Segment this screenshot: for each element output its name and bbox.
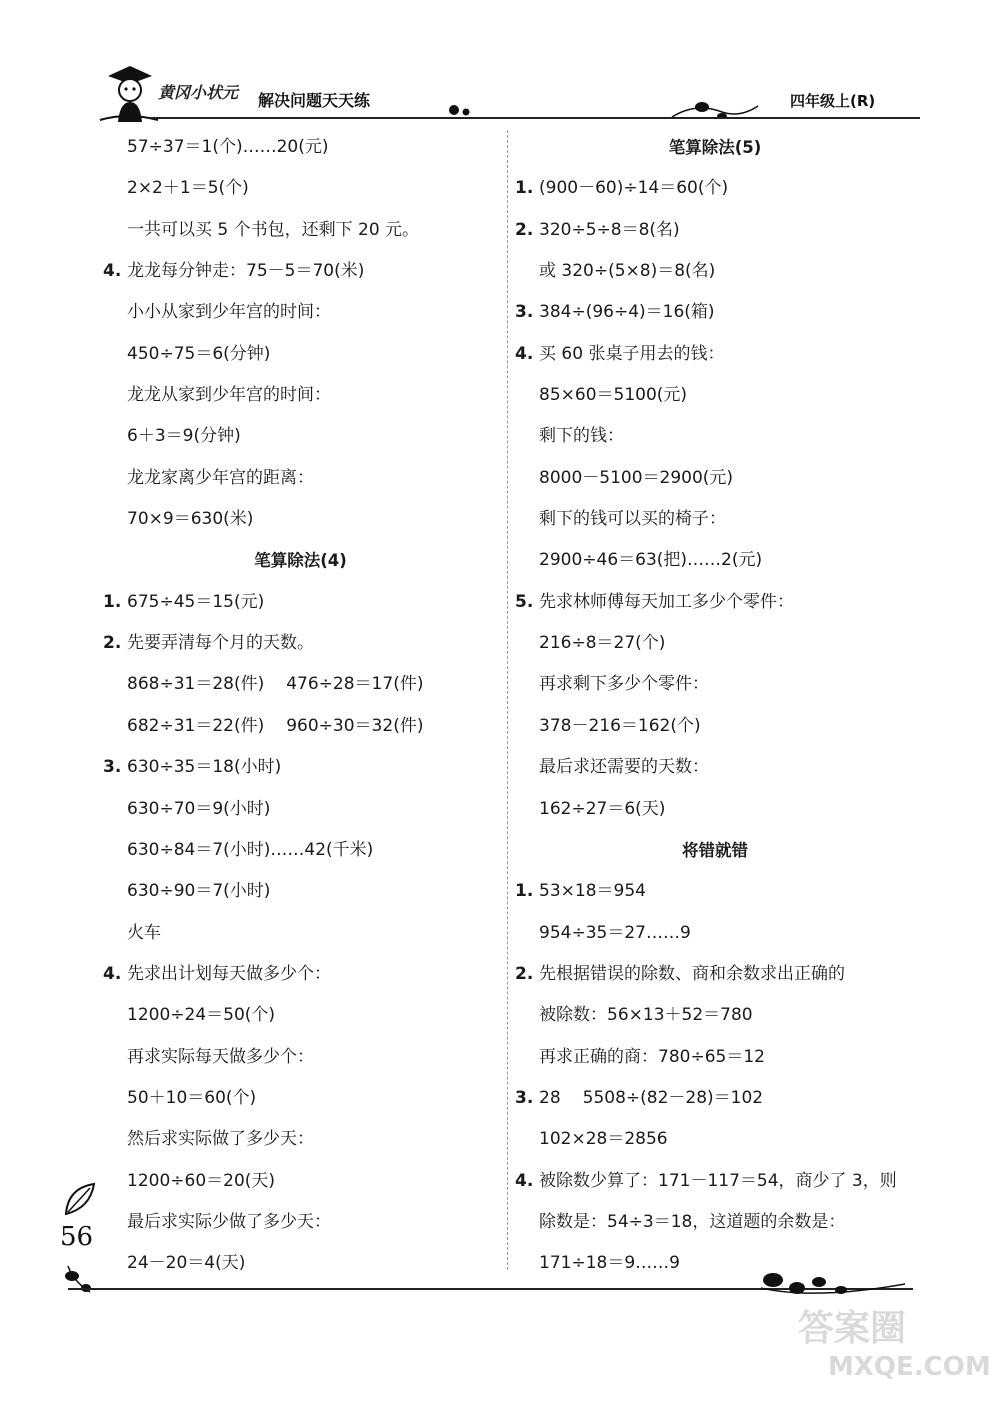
answer-line: 再求正确的商：780÷65＝12: [539, 1046, 765, 1067]
item-number: 3.: [515, 1087, 534, 1108]
answer-line: 剩下的钱：: [539, 426, 624, 447]
answer-line: 954÷35＝27……9: [539, 922, 691, 943]
answer-line: 450÷75＝6(分钟): [127, 343, 271, 364]
page-header: [0, 0, 1000, 130]
answer-line: 378－216＝162(个): [539, 715, 701, 736]
answer-line: 一共可以买 5 个书包，还剩下 20 元。: [127, 219, 420, 240]
item-number: 2.: [103, 633, 122, 654]
watermark: 答案圈: [798, 1308, 907, 1349]
answer-item: [103, 747, 498, 788]
answer-line: 2900÷46＝63(把)……2(元): [539, 550, 763, 571]
header-rule: [150, 117, 920, 119]
right-column: [515, 127, 915, 1285]
answer-text: 476÷28＝17(件): [286, 674, 424, 695]
item-number: 2.: [515, 219, 534, 240]
answer-text: 买 60 张桌子用去的钱：: [539, 343, 725, 364]
item-number: 2.: [515, 963, 534, 984]
answer-item: [515, 954, 915, 995]
answer-item: [515, 582, 915, 623]
answer-item: [515, 210, 915, 251]
answer-item: [515, 871, 915, 912]
leaf-ornament-icon: [60, 1178, 100, 1218]
answer-line: 然后求实际做了多少天：: [127, 1129, 314, 1150]
answer-text: (900－60)÷14＝60(个): [539, 178, 729, 199]
answer-text: 被除数少算了：171－117＝54，商少了 3，则: [539, 1170, 897, 1191]
item-number: 4.: [103, 261, 122, 282]
answer-text: 28: [539, 1087, 561, 1108]
answer-text: 先求出计划每天做多少个：: [127, 963, 331, 984]
item-number: 4.: [103, 963, 122, 984]
answer-line: 被除数：56×13＋52＝780: [539, 1005, 753, 1026]
answer-text: 53×18＝954: [539, 881, 646, 902]
answer-text: 682÷31＝22(件): [127, 715, 265, 736]
vine-ornament-icon: [755, 1262, 915, 1302]
watermark-url: MXQE.COM: [828, 1352, 991, 1382]
answer-line: 216÷8＝27(个): [539, 633, 666, 654]
answer-text: 先要弄清每个月的天数。: [127, 633, 314, 654]
section-title: 笔算除法(4): [254, 551, 347, 571]
section-title: 将错就错: [682, 840, 748, 860]
item-number: 4.: [515, 1170, 534, 1191]
answer-line: 8000－5100＝2900(元): [539, 467, 734, 488]
answer-item: [103, 582, 498, 623]
answer-item: [515, 1161, 915, 1202]
column-divider: [507, 130, 508, 1270]
answer-line: 再求剩下多少个零件：: [539, 674, 709, 695]
answer-line: 最后求实际少做了多少天：: [127, 1211, 331, 1232]
answer-item: [103, 954, 498, 995]
answer-line: [103, 664, 498, 705]
answer-text: 320÷5÷8＝8(名): [539, 219, 680, 240]
vine-ornament-icon: [60, 1262, 130, 1302]
answer-text: 630÷35＝18(小时): [127, 757, 282, 778]
brand-logo-text: 黄冈小状元: [158, 83, 239, 102]
answer-line: 85×60＝5100(元): [539, 385, 688, 406]
answer-text: 675÷45＝15(元): [127, 591, 265, 612]
answer-line: 小小从家到少年宫的时间：: [127, 302, 331, 323]
answer-line: 6＋3＝9(分钟): [127, 426, 241, 447]
answer-line: 再求实际每天做多少个：: [127, 1046, 314, 1067]
answer-line: 2×2＋1＝5(个): [127, 178, 249, 199]
answer-line: 171÷18＝9……9: [539, 1253, 680, 1274]
answer-line: 除数是：54÷3＝18，这道题的余数是：: [539, 1211, 846, 1232]
answer-text: 龙龙每分钟走：75－5＝70(米): [127, 261, 365, 282]
answer-text: 384÷(96÷4)＝16(箱): [539, 302, 715, 323]
answer-text: 960÷30＝32(件): [286, 715, 424, 736]
answer-item: [515, 168, 915, 209]
answer-item: [103, 251, 498, 292]
answer-line: 龙龙家离少年宫的距离：: [127, 467, 314, 488]
answer-item: [515, 334, 915, 375]
answer-item: [103, 623, 498, 664]
item-number: 4.: [515, 343, 534, 364]
answer-line: 630÷70＝9(小时): [127, 798, 271, 819]
answer-line: 龙龙从家到少年宫的时间：: [127, 385, 331, 406]
item-number: 5.: [515, 591, 534, 612]
answer-line: 162÷27＝6(天): [539, 798, 666, 819]
answer-line: 102×28＝2856: [539, 1129, 668, 1150]
page-number: 56: [60, 1222, 94, 1252]
answer-text: 868÷31＝28(件): [127, 674, 265, 695]
answer-line: [103, 706, 498, 747]
answer-line: 1200÷24＝50(个): [127, 1005, 276, 1026]
answer-line: 24－20＝4(天): [127, 1253, 246, 1274]
series-title: 解决问题天天练: [258, 91, 371, 110]
answer-text: 先求林师傅每天加工多少个零件：: [539, 591, 794, 612]
item-number: 3.: [515, 302, 534, 323]
section-title: 笔算除法(5): [668, 138, 762, 157]
item-number: 1.: [515, 881, 534, 902]
answer-line: 70×9＝630(米): [127, 509, 254, 530]
item-number: 1.: [515, 178, 534, 199]
answer-line: 630÷90＝7(小时): [127, 881, 271, 902]
answer-item: [515, 292, 915, 333]
answer-item: [515, 1078, 915, 1119]
answer-line: 或 320÷(5×8)＝8(名): [539, 261, 716, 282]
answer-line: 50＋10＝60(个): [127, 1087, 257, 1108]
mascot-logo-icon: [98, 62, 160, 124]
answer-text: 先根据错误的除数、商和余数求出正确的: [539, 963, 845, 984]
answer-line: 最后求还需要的天数：: [539, 757, 709, 778]
answer-line: 火车: [127, 922, 161, 943]
answer-line: 57÷37＝1(个)……20(元): [127, 137, 329, 157]
answer-line: 剩下的钱可以买的椅子：: [539, 509, 726, 530]
answer-line: 1200÷60＝20(天): [127, 1170, 276, 1191]
left-column: [103, 127, 498, 1285]
answer-line: 630÷84＝7(小时)……42(千米): [127, 839, 374, 860]
answer-text: 5508÷(82－28)＝102: [582, 1087, 764, 1108]
grade-label: 四年级上(R): [790, 92, 876, 110]
item-number: 3.: [103, 757, 122, 778]
item-number: 1.: [103, 591, 122, 612]
